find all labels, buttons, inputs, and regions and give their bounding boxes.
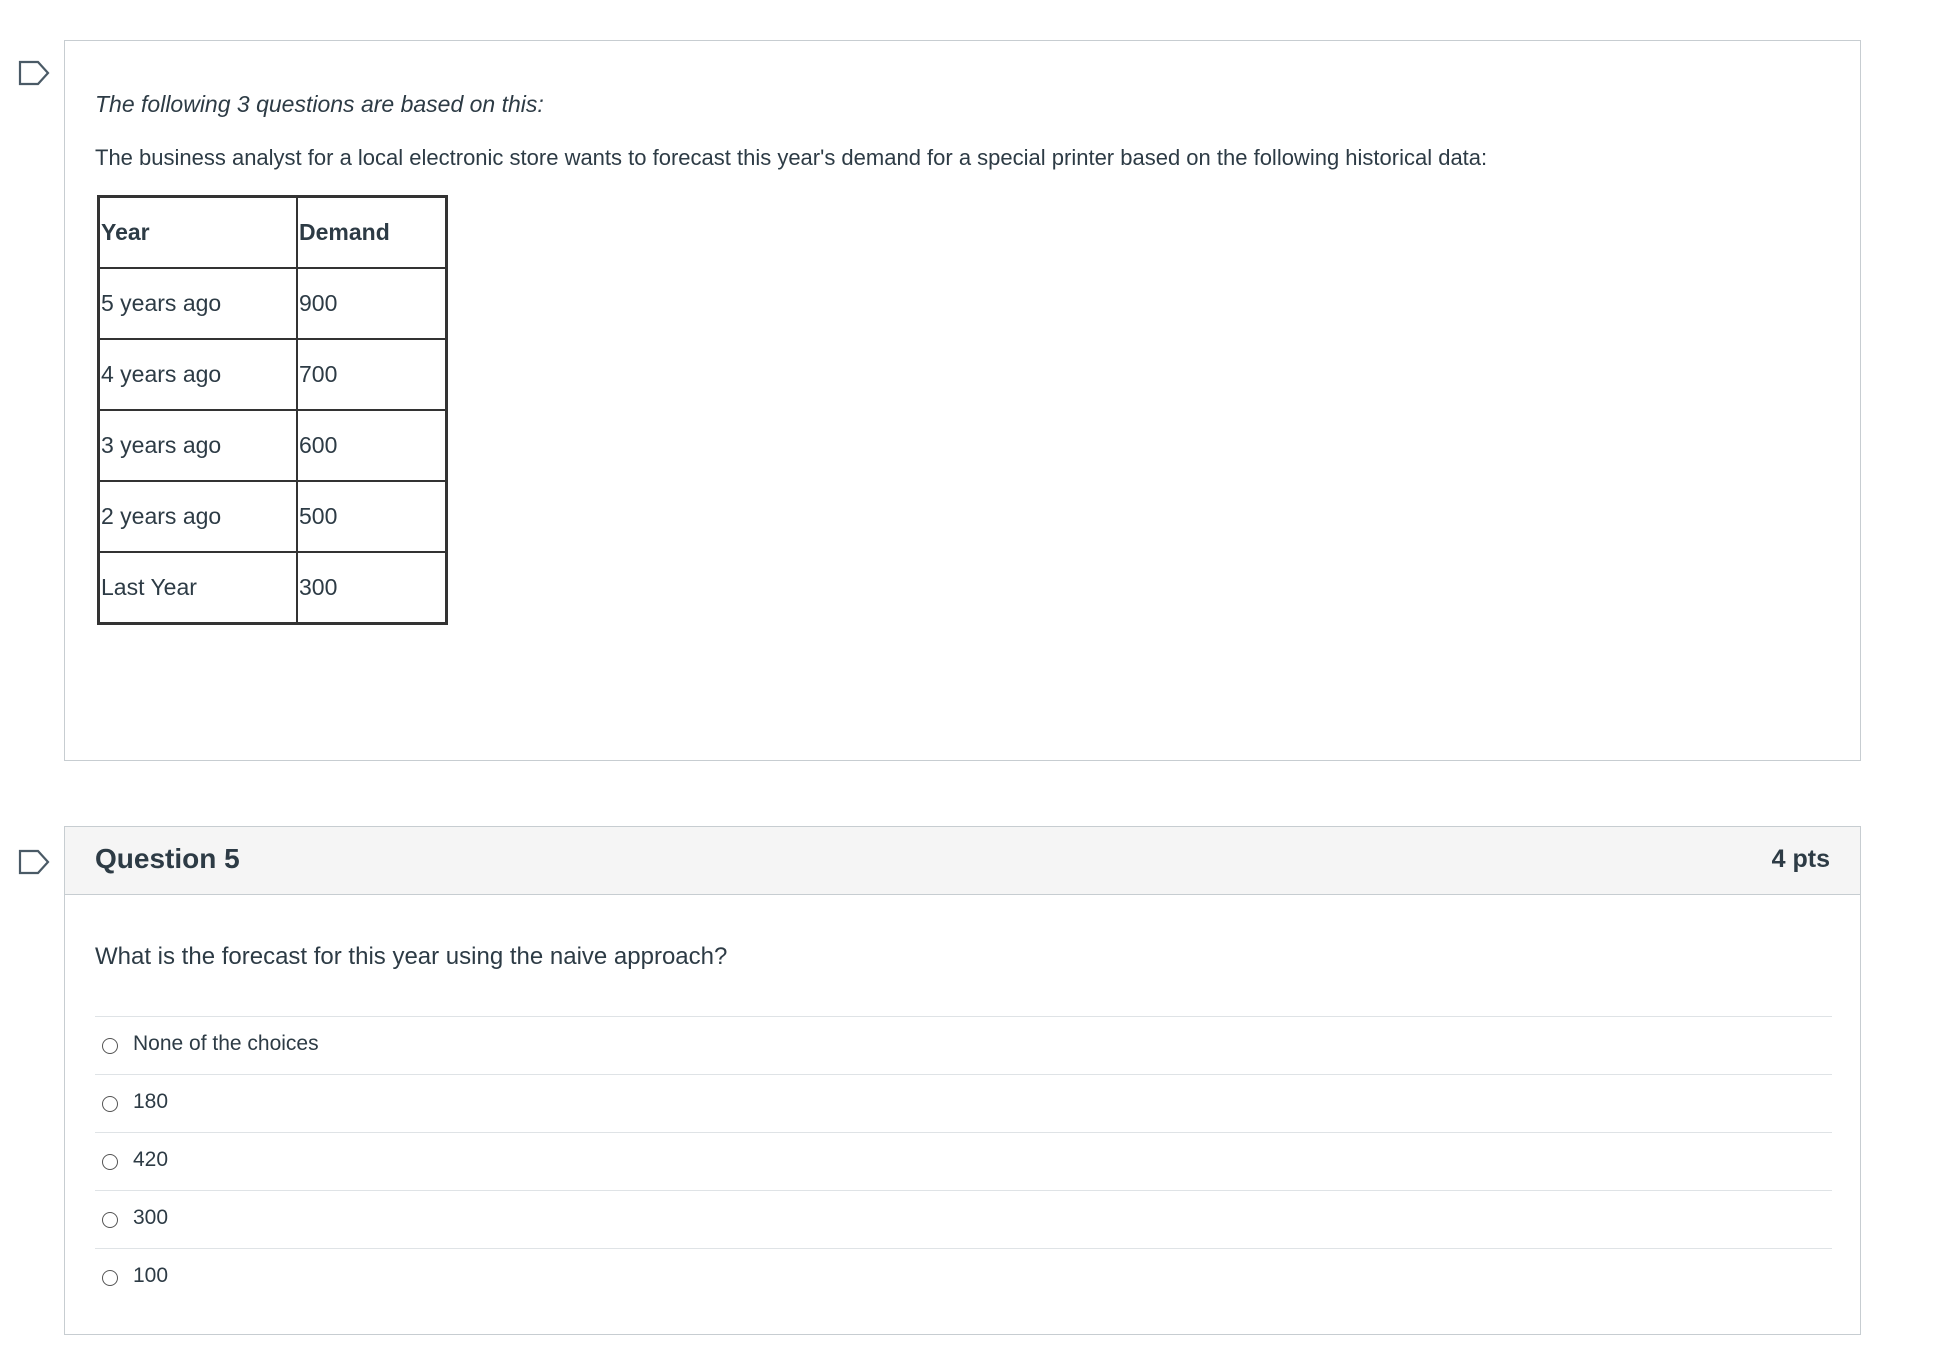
table-header-row [99,197,446,268]
flag-question-icon[interactable] [18,849,50,875]
radio-icon[interactable] [102,1038,118,1054]
question-title: Question 5 [95,843,240,874]
answer-label: None of the choices [133,1032,319,1055]
answer-list [95,1016,1832,1306]
question-points: 4 pts [1771,845,1830,873]
question-header [65,827,1860,895]
radio-icon[interactable] [102,1212,118,1228]
answer-label: 300 [133,1206,169,1229]
table-row [99,339,446,410]
radio-icon[interactable] [102,1154,118,1170]
radio-icon[interactable] [102,1270,118,1286]
table-cell-demand: 600 [297,410,446,481]
table-cell-demand: 700 [297,339,446,410]
table-row [99,268,446,339]
stimulus-intro: The following 3 questions are based on this: [95,91,544,117]
flag-icon[interactable] [18,60,50,86]
table-cell-demand: 900 [297,268,446,339]
table-row [99,552,446,623]
question-text: What is the forecast for this year using the naive approach? [95,943,728,970]
answer-option[interactable] [95,1132,1832,1190]
answer-label: 100 [133,1264,169,1287]
answer-option[interactable] [95,1190,1832,1248]
table-cell-demand: 300 [297,552,446,623]
table-cell-demand: 500 [297,481,446,552]
answer-label: 420 [133,1148,169,1171]
answer-option[interactable] [95,1248,1832,1306]
table-cell-year: Last Year [99,552,297,623]
question-panel [64,826,1861,1335]
answer-option[interactable] [95,1016,1832,1074]
column-header-demand: Demand [297,197,446,268]
answer-option[interactable] [95,1074,1832,1132]
table-row [99,410,446,481]
table-cell-year: 2 years ago [99,481,297,552]
historical-data-table [97,195,448,625]
table-cell-year: 3 years ago [99,410,297,481]
answer-label: 180 [133,1090,169,1113]
table-cell-year: 4 years ago [99,339,297,410]
column-header-year: Year [99,197,297,268]
table-row [99,481,446,552]
stimulus-description: The business analyst for a local electronic store wants to forecast this year's demand for a special printer based on the following historical data: [95,145,1488,170]
table-cell-year: 5 years ago [99,268,297,339]
stimulus-panel [64,40,1861,761]
radio-icon[interactable] [102,1096,118,1112]
